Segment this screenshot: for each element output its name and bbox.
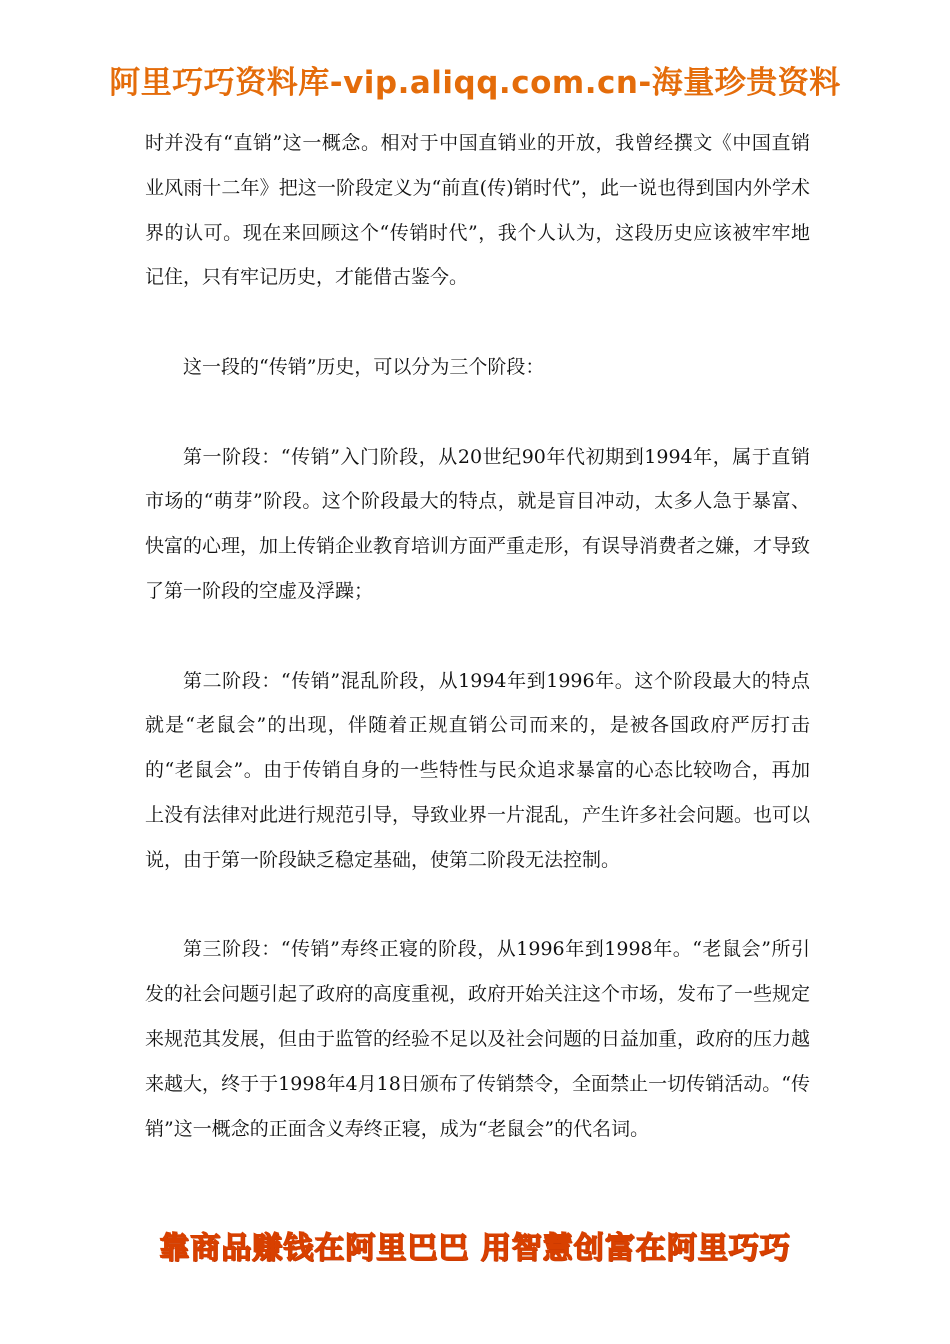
paragraph-stage-three: 第三阶段：“传销”寿终正寝的阶段，从1996年到1998年。“老鼠会”所引发的社会问题引起了政府的高度重视，政府开始关注这个市场，发布了一些规定来规范其发展，但由于监管的经验不足以及社会问题的日益加重，政府的压力越来越大，终于于1998年4月18日颁布了传销禁令，全面禁止一切传销活动。“传销”这一概念的正面含义寿终正寝，成为“老鼠会”的代名词。 xyxy=(145,938,811,1140)
paragraph-stage-one: 第一阶段：“传销”入门阶段，从20世纪90年代初期到1994年，属于直销市场的“萌芽”阶段。这个阶段最大的特点，就是盲目冲动，太多人急于暴富、快富的心理，加上传销企业教育培训方面严重走形，有误导消费者之嫌，才导致了第一阶段的空虚及浮躁； xyxy=(145,445,811,602)
paragraph-continuation: 时并没有“直销”这一概念。相对于中国直销业的开放，我曾经撰文《中国直销业风雨十二年》把这一阶段定义为“前直(传)销时代”，此一说也得到国内外学术界的认可。现在来回顾这个“传销时代”，我个人认为，这段历史应该被牢牢地记住，只有牢记历史，才能借古鉴今。 xyxy=(145,132,810,289)
paragraph-stages-intro: 这一段的“传销”历史，可以分为三个阶段： xyxy=(183,355,545,378)
article-body xyxy=(145,121,810,1151)
paragraph-stage-two: 第二阶段：“传销”混乱阶段，从1994年到1996年。这个阶段最大的特点就是“老鼠会”的出现，伴随着正规直销公司而来的，是被各国政府严厉打击的“老鼠会”。由于传销自身的一些特性与民众追求暴富的心态比较吻合，再加上没有法律对此进行规范引导，导致业界一片混乱，产生许多社会问题。也可以说，由于第一阶段缺乏稳定基础，使第二阶段无法控制。 xyxy=(145,669,811,871)
header-banner: 阿里巧巧资料库-vip.aliqq.com.cn-海量珍贵资料 xyxy=(109,65,841,101)
footer-banner: 靠商品赚钱在阿里巴巴 用智慧创富在阿里巧巧 xyxy=(159,1231,791,1266)
